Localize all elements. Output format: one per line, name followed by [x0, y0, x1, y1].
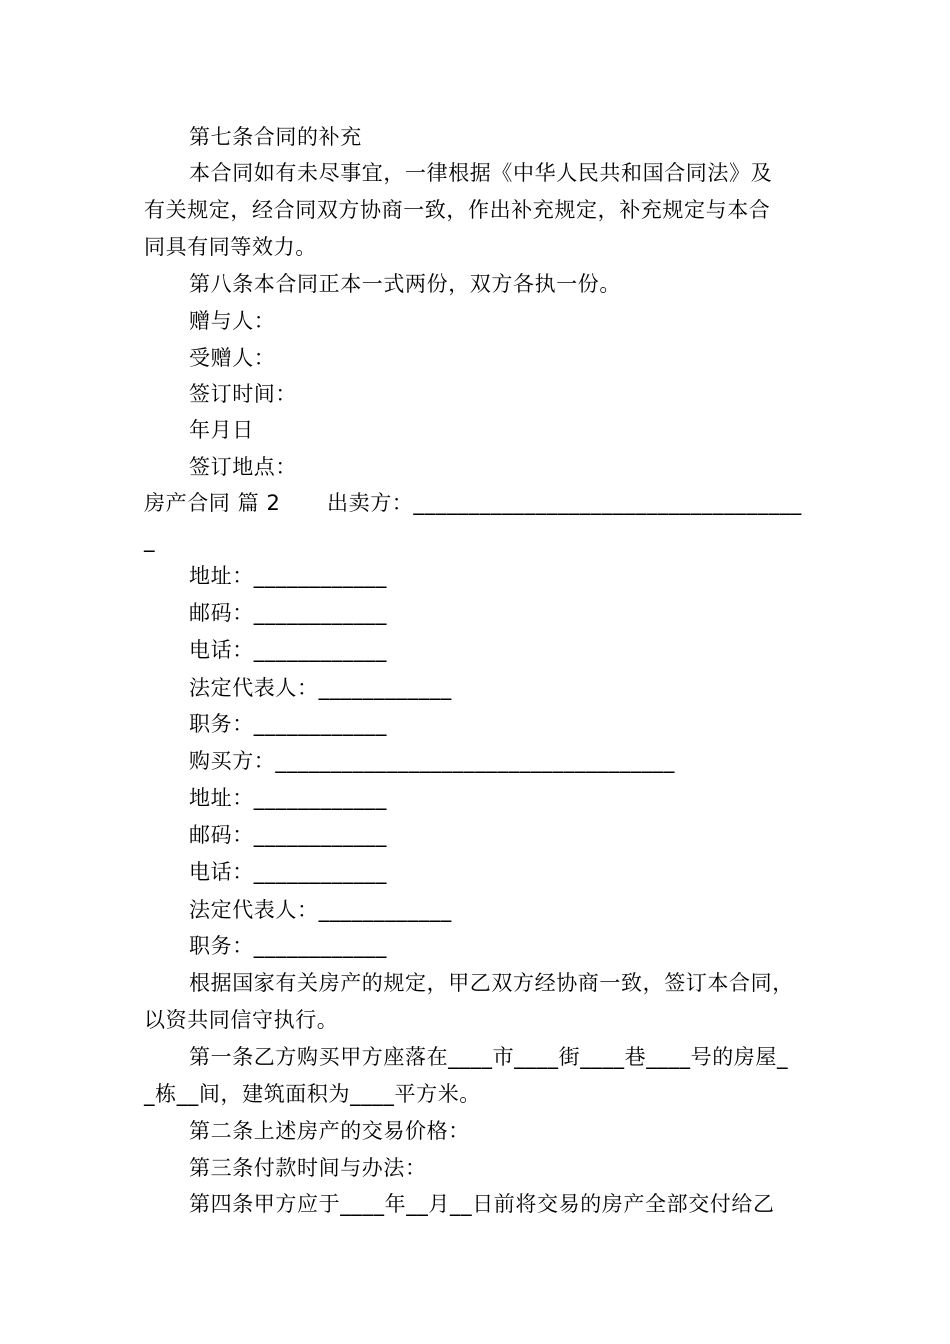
seller-field: 出卖方：___________________________________	[327, 491, 802, 515]
section-title: 房产合同 篇 2	[144, 491, 281, 515]
article-4-line: 第四条甲方应于____年__月__日前将交易的房产全部交付给乙	[189, 1192, 775, 1216]
article-7-heading: 第七条合同的补充	[189, 125, 362, 149]
seller-postcode-field: 邮码：____________	[189, 601, 387, 625]
paragraph-line: 同具有同等效力。	[144, 235, 317, 259]
paragraph-line: 根据国家有关房产的规定，甲乙双方经协商一致，签订本合同，	[189, 971, 794, 995]
seller-position-field: 职务：____________	[189, 712, 387, 736]
buyer-phone-field: 电话：____________	[189, 860, 387, 884]
seller-phone-field: 电话：____________	[189, 638, 387, 662]
paragraph-line: 以资共同信守执行。	[144, 1008, 339, 1032]
article-1-line: 第一条乙方购买甲方座落在____市____街____巷____号的房屋_	[189, 1045, 789, 1069]
date-line: 年月日	[189, 418, 254, 442]
buyer-address-field: 地址：____________	[189, 786, 387, 810]
sign-place-field: 签订地点：	[189, 455, 297, 479]
seller-field-continuation: _	[144, 528, 156, 552]
paragraph-line: 本合同如有未尽事宜，一律根据《中华人民共和国合同法》及	[189, 161, 773, 185]
article-1-continuation: _栋__间，建筑面积为____平方米。	[144, 1082, 481, 1106]
seller-address-field: 地址：____________	[189, 564, 387, 588]
article-2-line: 第二条上述房产的交易价格：	[189, 1119, 470, 1143]
article-3-line: 第三条付款时间与办法：	[189, 1156, 427, 1180]
buyer-legal-rep-field: 法定代表人：____________	[189, 898, 452, 922]
sign-time-field: 签订时间：	[189, 382, 297, 406]
article-8-line: 第八条本合同正本一式两份，双方各执一份。	[189, 272, 621, 296]
buyer-position-field: 职务：____________	[189, 934, 387, 958]
donee-field: 受赠人：	[189, 346, 276, 370]
buyer-field: 购买方：____________________________________	[189, 749, 675, 773]
donor-field: 赠与人：	[189, 309, 276, 333]
paragraph-line: 有关规定，经合同双方协商一致，作出补充规定，补充规定与本合	[144, 198, 771, 222]
seller-legal-rep-field: 法定代表人：____________	[189, 676, 452, 700]
buyer-postcode-field: 邮码：____________	[189, 823, 387, 847]
